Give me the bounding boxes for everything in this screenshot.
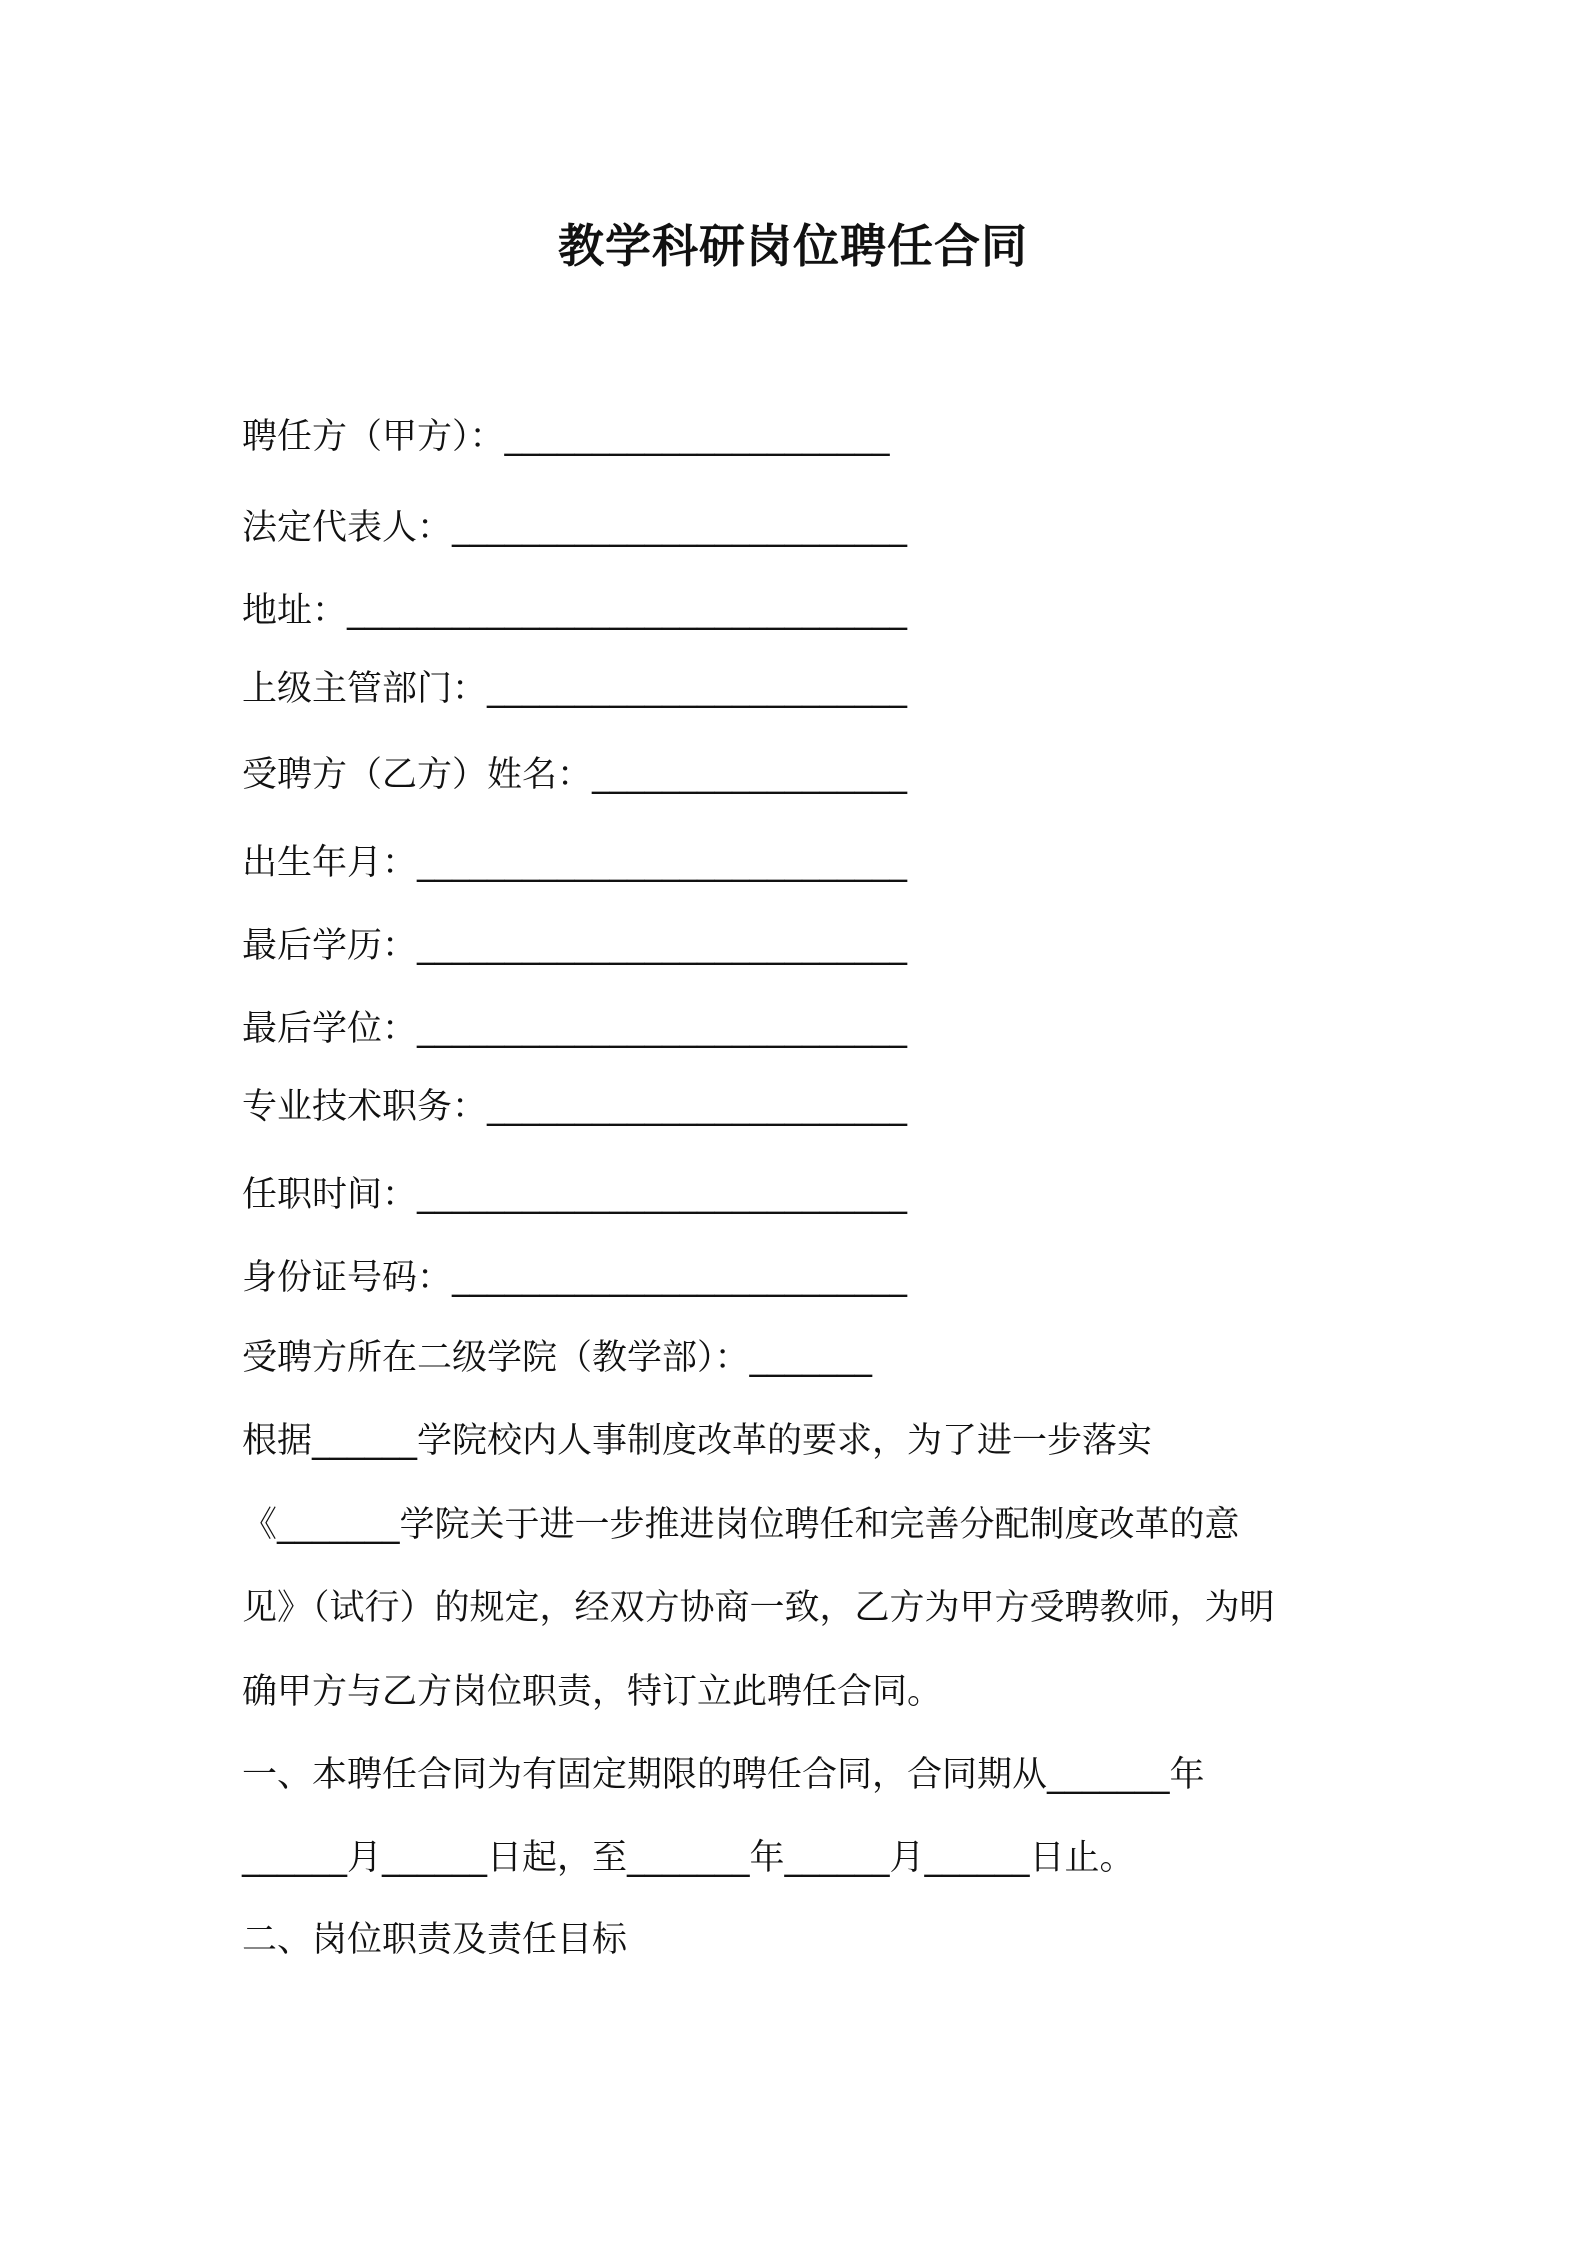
document-title: 教学科研岗位聘任合同 (558, 219, 1028, 273)
field-employee-name (242, 750, 907, 800)
field-professional-title (242, 1082, 907, 1132)
field-college (242, 1333, 872, 1383)
field-id-number (242, 1253, 907, 1303)
field-blank[interactable]: ________________________ (487, 1087, 908, 1127)
field-blank[interactable]: __________________________ (452, 508, 908, 548)
field-blank[interactable]: ____________________________ (417, 1009, 908, 1049)
field-label: 专业技术职务： (242, 1087, 488, 1127)
paragraph-line: 确甲方与乙方岗位职责，特订立此聘任合同。 (242, 1672, 943, 1712)
field-legal-representative (242, 503, 907, 553)
field-label: 出生年月： (242, 843, 418, 883)
field-supervising-department (242, 664, 907, 714)
field-blank[interactable]: ____________________________ (417, 926, 908, 966)
field-blank[interactable]: __________________________ (452, 1258, 908, 1298)
field-label: 受聘方所在二级学院（教学部）： (242, 1338, 750, 1378)
field-label: 任职时间： (242, 1175, 418, 1215)
field-label: 最后学位： (242, 1009, 418, 1049)
field-blank[interactable]: ________________________ (487, 669, 908, 709)
field-blank[interactable]: ____________________________ (417, 843, 908, 883)
paragraph-line: 根据______学院校内人事制度改革的要求，为了进一步落实 (242, 1421, 1153, 1461)
paragraph-line: 见》（试行）的规定，经双方协商一致，乙方为甲方受聘教师，为明 (242, 1588, 1275, 1628)
field-degree (242, 1004, 907, 1054)
field-tenure-date (242, 1170, 907, 1220)
field-blank[interactable]: __________________ (592, 755, 908, 795)
field-label: 最后学历： (242, 926, 418, 966)
field-label: 法定代表人： (242, 508, 453, 548)
field-employer (242, 412, 890, 462)
field-label: 上级主管部门： (242, 669, 488, 709)
field-label: 聘任方（甲方）： (242, 417, 505, 457)
field-blank[interactable]: ____________________________ (417, 1175, 908, 1215)
clause-1-line: 一、本聘任合同为有固定期限的聘任合同，合同期从_______年 (242, 1755, 1205, 1795)
field-label: 地址： (242, 591, 348, 631)
field-label: 受聘方（乙方）姓名： (242, 755, 593, 795)
clause-2-heading: 二、岗位职责及责任目标 (242, 1920, 628, 1960)
field-birth-date (242, 838, 907, 888)
field-education (242, 921, 907, 971)
clause-1-line: ______月______日起，至_______年______月______日止。 (242, 1838, 1135, 1878)
field-address (242, 586, 907, 636)
field-blank[interactable]: _______ (749, 1338, 873, 1378)
field-label: 身份证号码： (242, 1258, 453, 1298)
field-blank[interactable]: ______________________ (504, 417, 890, 457)
field-blank[interactable]: ________________________________ (347, 591, 908, 631)
paragraph-line: 《_______学院关于进一步推进岗位聘任和完善分配制度改革的意 (242, 1505, 1240, 1545)
